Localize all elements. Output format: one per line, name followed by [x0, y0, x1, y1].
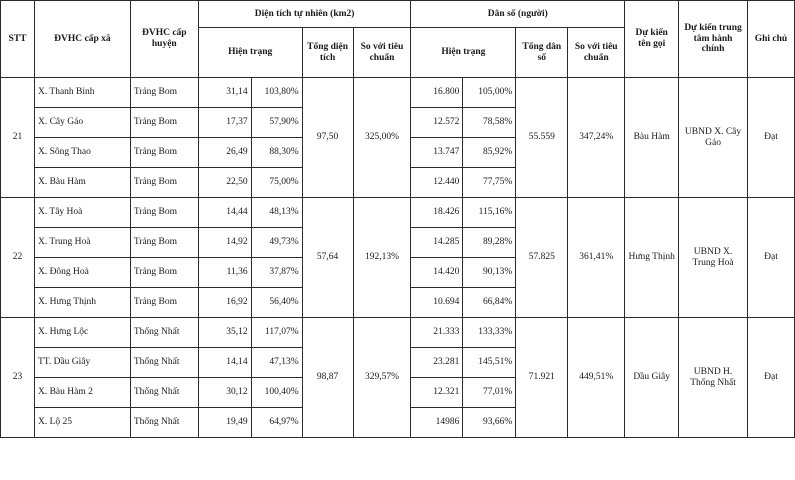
area-value-cell: 22,50 [198, 168, 251, 198]
population-percent-cell: 77,01% [463, 378, 516, 408]
proposed-name-cell: Bàu Hàm [625, 78, 679, 198]
header-xa: ĐVHC cấp xã [34, 1, 130, 78]
total-population-cell: 57.825 [516, 198, 568, 318]
note-cell: Đạt [747, 198, 794, 318]
commune-name-cell: X. Cây Gáo [34, 108, 130, 138]
total-area-cell: 57,64 [302, 198, 353, 318]
area-percent-cell: 57,90% [251, 108, 302, 138]
stt-cell: 22 [1, 198, 35, 318]
population-value-cell: 23.281 [411, 348, 463, 378]
population-percent-cell: 133,33% [463, 318, 516, 348]
district-name-cell: Thống Nhất [130, 348, 198, 378]
area-value-cell: 16,92 [198, 288, 251, 318]
commune-name-cell: X. Sông Thao [34, 138, 130, 168]
area-percent-cell: 49,73% [251, 228, 302, 258]
proposed-name-cell: Dầu Giây [625, 318, 679, 438]
district-name-cell: Thống Nhất [130, 318, 198, 348]
total-population-cell: 71.921 [516, 318, 568, 438]
proposed-name-cell: Hưng Thịnh [625, 198, 679, 318]
population-value-cell: 14.420 [411, 258, 463, 288]
area-percent-cell: 103,80% [251, 78, 302, 108]
population-value-cell: 18.426 [411, 198, 463, 228]
area-value-cell: 35,12 [198, 318, 251, 348]
area-percent-cell: 100,40% [251, 378, 302, 408]
area-percent-cell: 37,87% [251, 258, 302, 288]
population-percent-cell: 77,75% [463, 168, 516, 198]
header-huyen: ĐVHC cấp huyện [130, 1, 198, 78]
area-percent-cell: 64,97% [251, 408, 302, 438]
population-value-cell: 12.321 [411, 378, 463, 408]
population-percent-cell: 89,28% [463, 228, 516, 258]
area-value-cell: 19,49 [198, 408, 251, 438]
header-tong-dan-so: Tổng dân số [516, 28, 568, 78]
header-du-kien-ten: Dự kiến tên gọi [625, 1, 679, 78]
population-percent-cell: 145,51% [463, 348, 516, 378]
header-dien-tich: Diện tích tự nhiên (km2) [198, 1, 411, 28]
area-value-cell: 26,49 [198, 138, 251, 168]
area-percent-cell: 47,13% [251, 348, 302, 378]
table-row [1, 318, 795, 348]
commune-name-cell: X. Lộ 25 [34, 408, 130, 438]
district-name-cell: Thống Nhất [130, 408, 198, 438]
district-name-cell: Trảng Bom [130, 108, 198, 138]
population-percent-cell: 85,92% [463, 138, 516, 168]
commune-name-cell: X. Hưng Lộc [34, 318, 130, 348]
population-value-cell: 21.333 [411, 318, 463, 348]
stt-cell: 23 [1, 318, 35, 438]
district-name-cell: Trảng Bom [130, 78, 198, 108]
area-value-cell: 14,14 [198, 348, 251, 378]
area-value-cell: 14,44 [198, 198, 251, 228]
district-name-cell: Trảng Bom [130, 168, 198, 198]
header-tong-dien-tich: Tổng diện tích [302, 28, 353, 78]
table-row [1, 198, 795, 228]
admin-center-cell: UBND X. Trung Hoà [679, 198, 748, 318]
header-ds-so-voi: So với tiêu chuẩn [568, 28, 625, 78]
population-vs-standard-cell: 449,51% [568, 318, 625, 438]
header-ds-hien-trang: Hiện trạng [411, 28, 516, 78]
header-stt: STT [1, 1, 35, 78]
table-body [1, 78, 795, 438]
population-value-cell: 16.800 [411, 78, 463, 108]
total-area-cell: 98,87 [302, 318, 353, 438]
commune-name-cell: X. Thanh Bình [34, 78, 130, 108]
district-name-cell: Trảng Bom [130, 288, 198, 318]
population-percent-cell: 93,66% [463, 408, 516, 438]
district-name-cell: Trảng Bom [130, 138, 198, 168]
population-percent-cell: 66,84% [463, 288, 516, 318]
header-ghi-chu: Ghi chú [747, 1, 794, 78]
commune-name-cell: X. Đông Hoà [34, 258, 130, 288]
population-percent-cell: 90,13% [463, 258, 516, 288]
population-value-cell: 12.572 [411, 108, 463, 138]
population-percent-cell: 105,00% [463, 78, 516, 108]
header-dt-so-voi: So với tiêu chuẩn [353, 28, 411, 78]
area-percent-cell: 117,07% [251, 318, 302, 348]
area-value-cell: 31,14 [198, 78, 251, 108]
commune-name-cell: X. Bàu Hàm 2 [34, 378, 130, 408]
total-area-cell: 97,50 [302, 78, 353, 198]
area-vs-standard-cell: 192,13% [353, 198, 411, 318]
admin-center-cell: UBND X. Cây Gáo [679, 78, 748, 198]
district-name-cell: Trảng Bom [130, 228, 198, 258]
commune-name-cell: X. Tây Hoà [34, 198, 130, 228]
area-value-cell: 30,12 [198, 378, 251, 408]
population-value-cell: 14986 [411, 408, 463, 438]
area-vs-standard-cell: 325,00% [353, 78, 411, 198]
population-value-cell: 14.285 [411, 228, 463, 258]
total-population-cell: 55.559 [516, 78, 568, 198]
district-name-cell: Thống Nhất [130, 378, 198, 408]
note-cell: Đạt [747, 318, 794, 438]
population-value-cell: 13.747 [411, 138, 463, 168]
area-percent-cell: 48,13% [251, 198, 302, 228]
commune-name-cell: X. Trung Hoà [34, 228, 130, 258]
area-percent-cell: 75,00% [251, 168, 302, 198]
district-name-cell: Trảng Bom [130, 258, 198, 288]
stt-cell: 21 [1, 78, 35, 198]
population-percent-cell: 78,58% [463, 108, 516, 138]
population-value-cell: 12.440 [411, 168, 463, 198]
area-percent-cell: 88,30% [251, 138, 302, 168]
admin-center-cell: UBND H. Thống Nhất [679, 318, 748, 438]
area-vs-standard-cell: 329,57% [353, 318, 411, 438]
commune-name-cell: X. Bàu Hàm [34, 168, 130, 198]
population-percent-cell: 115,16% [463, 198, 516, 228]
header-dt-hien-trang: Hiện trạng [198, 28, 302, 78]
area-value-cell: 14,92 [198, 228, 251, 258]
commune-name-cell: TT. Dầu Giây [34, 348, 130, 378]
district-name-cell: Trảng Bom [130, 198, 198, 228]
table-row [1, 78, 795, 108]
population-vs-standard-cell: 347,24% [568, 78, 625, 198]
area-value-cell: 17,37 [198, 108, 251, 138]
population-value-cell: 10.694 [411, 288, 463, 318]
header-dan-so: Dân số (người) [411, 1, 625, 28]
population-vs-standard-cell: 361,41% [568, 198, 625, 318]
area-percent-cell: 56,40% [251, 288, 302, 318]
commune-name-cell: X. Hưng Thịnh [34, 288, 130, 318]
header-trung-tam: Dự kiến trung tâm hành chính [679, 1, 748, 78]
area-value-cell: 11,36 [198, 258, 251, 288]
note-cell: Đạt [747, 78, 794, 198]
